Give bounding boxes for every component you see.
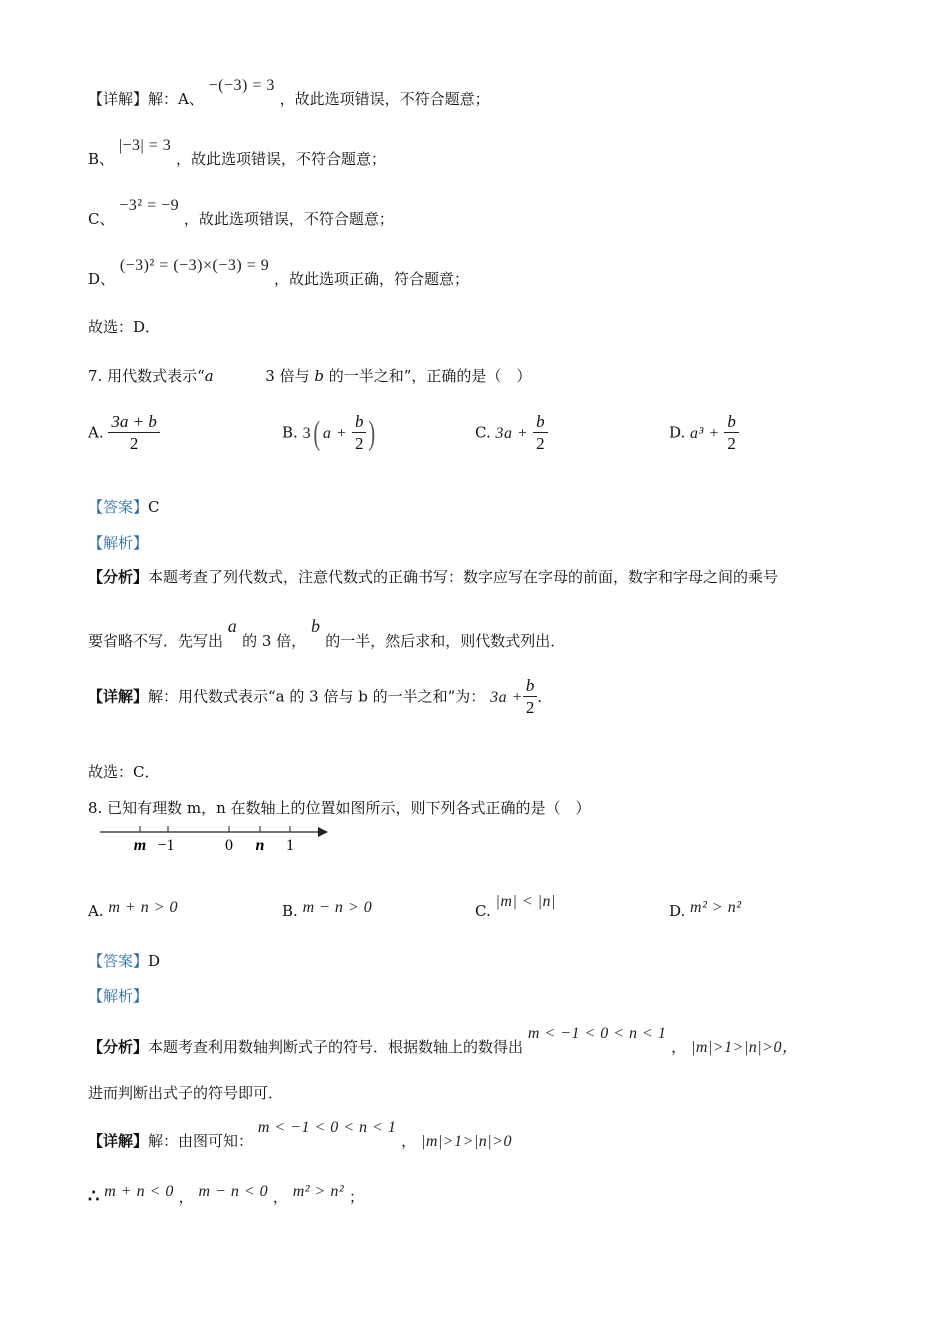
q8-option-a: A. m + n > 0 [88,899,179,920]
q6-conclusion: 故选：D． [88,318,161,336]
q7-b-fraction: $\frac{b}{2}$ [352,412,367,455]
q8-analysis-line2: 进而判断出式子的符号即可． [88,1084,284,1102]
q7-answer: 【答案】C [88,498,160,516]
q7-detail: 【详解】解：用代数式表示“a 的 3 倍与 b 的一半之和”为： 3a + $\frac{b}{2}$ ． [88,676,553,717]
q8-option-c: C. |m| < |n| [475,893,556,920]
q7-analysis-tag: 【解析】 [88,534,149,552]
q7-option-a: A. $\frac{3a + b}{2}$ [88,412,160,455]
q6-b-expression: |−3| = 3 [118,137,172,154]
number-line-arrow [318,827,328,837]
label-one: 1 [286,837,294,854]
q7-option-d: D. a³ + $\frac{b}{2}$ [669,412,739,455]
q7-option-b: B. 3( a + $\frac{b}{2}$ ) [282,412,376,453]
q7-analysis-line2: 要省略不写．先写出 a 的 3 倍， b 的一半，然后求和，则代数式列出． [88,616,566,650]
q6-c-expression: −3² = −9 [119,197,180,214]
label-m: m [133,837,147,854]
q6-a-expression: −(−3) = 3 [208,77,275,94]
q6-d-expression: (−3)² = (−3)×(−3) = 9 [119,257,270,274]
q6-detail-a: 【详解】解：A、 −(−3) = 3 ，故此选项错误，不符合题意； [88,77,490,108]
q7-analysis-line1: 【分析】本题考查了列代数式，注意代数式的正确书写：数字应写在字母的前面，数字和字母之间的乘号 [88,568,779,586]
q6-detail-b: B、 |−3| = 3 ，故此选项错误，不符合题意； [88,137,387,168]
q8-answer: 【答案】D [88,952,161,970]
q6-detail-d: D、 (−3)² = (−3)×(−3) = 9 ，故此选项正确，符合题意； [88,257,470,288]
q7-conclusion: 故选：C． [88,763,160,781]
q8-analysis-line1: 【分析】本题考查利用数轴判断式子的符号．根据数轴上的数得出 m < −1 < 0 < n < 1 ， |m|>1>|n|>0， [88,1025,799,1056]
q8-option-d: D. m² > n² [669,899,742,920]
q8-analysis-tag: 【解析】 [88,987,149,1005]
q8-therefore-line: ∴ m + n < 0 ， m − n < 0 ， m² > n² ； [88,1183,364,1207]
q7-d-fraction: $\frac{b}{2}$ [724,412,739,455]
label-zero: 0 [225,837,233,854]
q7-detail-fraction: $\frac{b}{2}$ [523,676,538,719]
label-n: n [255,837,265,854]
q7-a-fraction: $\frac{3a + b}{2}$ [108,412,159,455]
q8-stem: 8. 已知有理数 m，n 在数轴上的位置如图所示，则下列各式正确的是（ ） [88,799,591,817]
q8-detail: 【详解】解：由图可知： m < −1 < 0 < n < 1 ， |m|>1>|n|>0 [88,1119,512,1150]
q7-b-right-paren: ) [368,414,376,452]
q7-b-left-paren: ( [313,414,321,452]
q7-c-fraction: $\frac{b}{2}$ [533,412,548,455]
number-line [98,822,338,856]
q7-stem: 7. 用代数式表示“a 3 倍与 b 的一半之和”，正确的是（ ） [88,367,532,385]
q8-option-b: B. m − n > 0 [282,899,373,920]
q6-detail-c: C、 −3² = −9 ，故此选项错误，不符合题意； [88,197,394,228]
q7-option-c: C. 3a + $\frac{b}{2}$ [475,412,548,455]
label-minus-one: −1 [157,837,175,854]
therefore-symbol: ∴ [88,1186,100,1207]
